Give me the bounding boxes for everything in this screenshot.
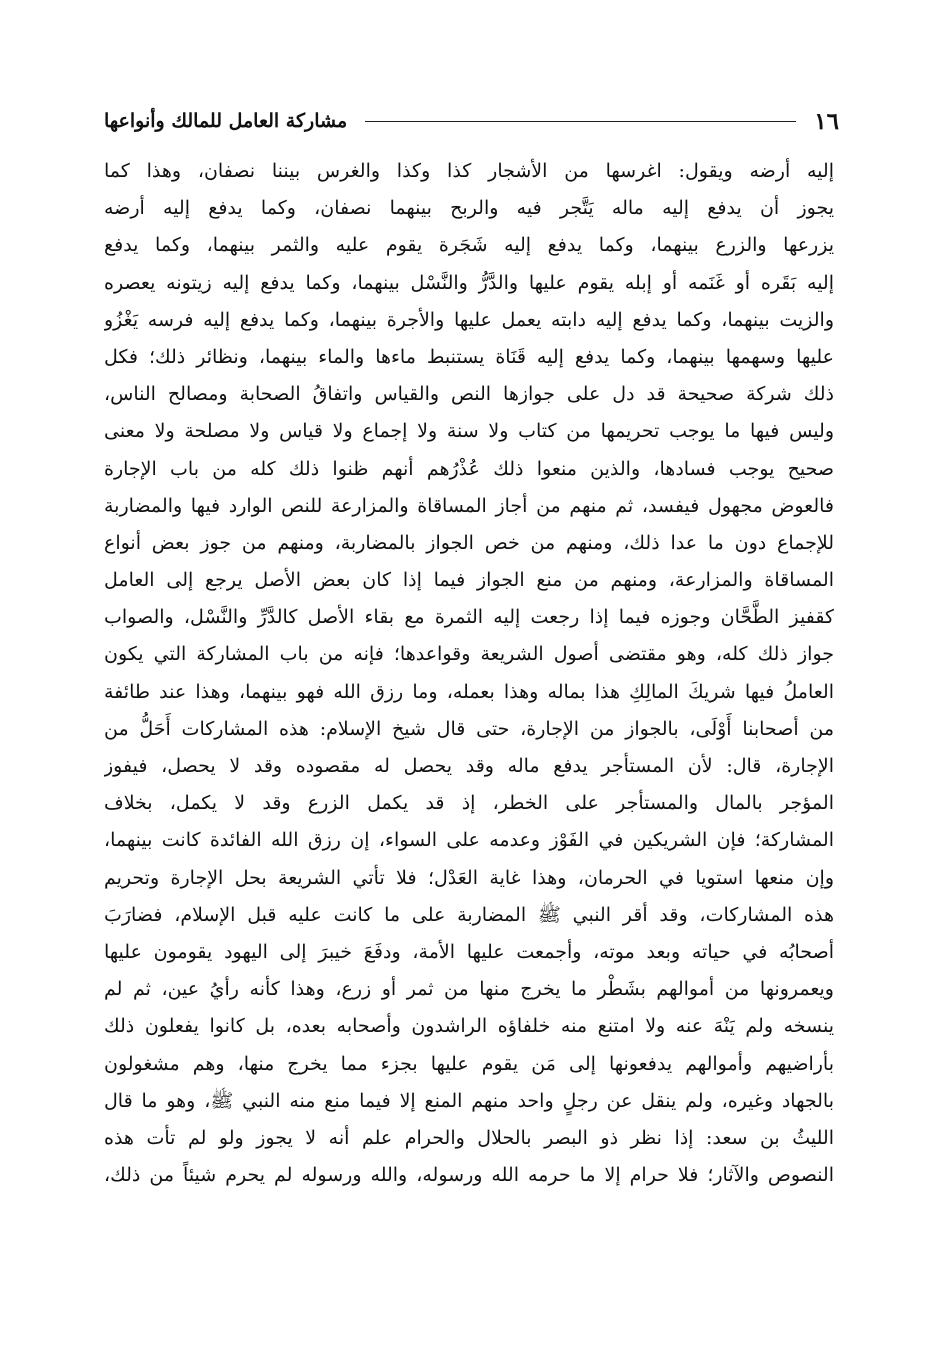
page-header: [104, 104, 839, 138]
text-line: والزيت بينهما، وكما يدفع إليه دابته يعمل عليها والأجرة بينهما، وكما يدفع إليه فرسه يَغْزُو: [104, 308, 834, 331]
text-line: ذلك شركة صحيحة قد دل على جوازها النص والقياس واتفاقُ الصحابة ومصالح الناس،: [104, 383, 834, 406]
text-line: للإجماع دون ما عدا ذلك، ومنهم من خص الجواز بالمضاربة، ومنهم من جوز بعض أنواع: [104, 531, 834, 554]
text-line: وليس فيها ما يوجب تحريمها من كتاب ولا سنة ولا إجماع ولا قياس ولا مصلحة ولا معنى: [104, 420, 834, 443]
text-line: ينسخه ولم يَنْهَ عنه ولا امتنع منه خلفاؤه الراشدون وأصحابه بعده، بل كانوا يفعلون ذلك: [104, 1015, 834, 1038]
text-line: بأراضيهم وأموالهم يدفعونها إلى مَن يقوم عليها بجزء مما يخرج منها، وهم مشغولون: [104, 1052, 834, 1075]
text-line: كقفيز الطَّحَّان وجوزه فيما إذا رجعت إليه الثمرة مع بقاء الأصل كالدَّرِّ والنَّسْل، والصواب: [104, 606, 834, 629]
text-line: بالجهاد وغيره، ولم ينقل عن رجلٍ واحد منهم المنع إلا فيما منع منه النبي ﷺ، وهو ما قال: [104, 1089, 834, 1112]
text-line: الإجارة، قال: لأن المستأجر يدفع ماله وقد يحصل له مقصوده وقد لا يحصل، فيفوز: [104, 755, 834, 777]
text-line: إليه أرضه ويقول: اغرسها من الأشجار كذا وكذا والغرس بيننا نصفان، وهذا كما: [104, 160, 834, 182]
page-number: ١٦: [814, 107, 839, 135]
text-line: المساقاة والمزارعة، ومنهم من منع الجواز فيما إذا كان بعض الأصل يرجع إلى العامل: [104, 569, 834, 592]
body-text: [104, 153, 834, 1194]
text-line: يزرعها والزرع بينهما، وكما يدفع إليه شَجَرة يقوم عليه والثمر بينهما، وكما يدفع: [104, 234, 834, 257]
text-line: الليثُ بن سعد: إذا نظر ذو البصر بالحلال والحرام علم أنه لا يجوز ولو لم تأت هذه: [104, 1126, 834, 1149]
text-line: ويعمرونها من أموالهم بشَطْر ما يخرج منها من ثمر أو زرع، وهذا كأنه رأيُ عين، ثم لم: [104, 978, 834, 1001]
text-line: من أصحابنا أَوْلَى، بالجواز من الإجارة، حتى قال شيخ الإسلام: هذه المشاركات أَحَلُّ من: [104, 717, 834, 740]
text-line: النصوص والآثار؛ فلا حرام إلا ما حرمه الله ورسوله، والله ورسوله لم يحرم شيئاً من ذلك،: [104, 1164, 834, 1187]
text-line: يجوز أن يدفع إليه ماله يَتَّجر فيه والربح بينهما نصفان، وكما يدفع إليه أرضه: [104, 197, 834, 220]
text-line: أصحابُه في حياته وبعد موته، وأجمعت عليها الأمة، ودفَعَ خيبرَ إلى اليهود يقومون عليها: [104, 940, 834, 963]
running-title: مشاركة العامل للمالك وأنواعها: [104, 110, 348, 132]
text-line: صحيح يوجب فسادها، والذين منعوا ذلك عُذْرُهم أنهم ظنوا ذلك كله من باب الإجارة: [104, 457, 834, 480]
text-line: العاملُ فيها شريكَ المالِكِ هذا بماله وهذا بعمله، وما رزق الله فهو بينهما، وهذا عند طائفة: [104, 680, 834, 703]
text-line: وإن منعها استويا في الحرمان، وهذا غاية العَدْل؛ فلا تأتي الشريعة بحل الإجارة وتحريم: [104, 866, 834, 889]
text-line: إليه بَقَره أو غَنَمه أو إبله يقوم عليها والدَّرُّ والنَّسْل بينهما، وكما يدفع إليه زيتونه يعصره: [104, 271, 834, 294]
text-line: هذه المشاركات، وقد أقر النبي ﷺ المضاربة على ما كانت عليه قبل الإسلام، فضارَبَ: [104, 903, 834, 926]
text-line: المؤجر بالمال والمستأجر على الخطر، إذ قد يكمل الزرع وقد لا يكمل، بخلاف: [104, 792, 834, 815]
text-line: جواز ذلك كله، وهو مقتضى أصول الشريعة وقواعدها؛ فإنه من باب المشاركة التي يكون: [104, 643, 834, 666]
text-line: عليها وسهمها بينهما، وكما يدفع إليه قَنَاة يستنبط ماءها والماء بينهما، ونظائر ذلك؛ فكل: [104, 345, 834, 368]
header-rule: [365, 121, 796, 122]
text-line: المشاركة؛ فإن الشريكين في الفَوْز وعدمه على السواء، إن رزق الله الفائدة كانت بينهما،: [104, 829, 834, 852]
text-line: فالعوض مجهول فيفسد، ثم منهم من أجاز المساقاة والمزارعة للنص الوارد فيها والمضاربة: [104, 494, 834, 517]
